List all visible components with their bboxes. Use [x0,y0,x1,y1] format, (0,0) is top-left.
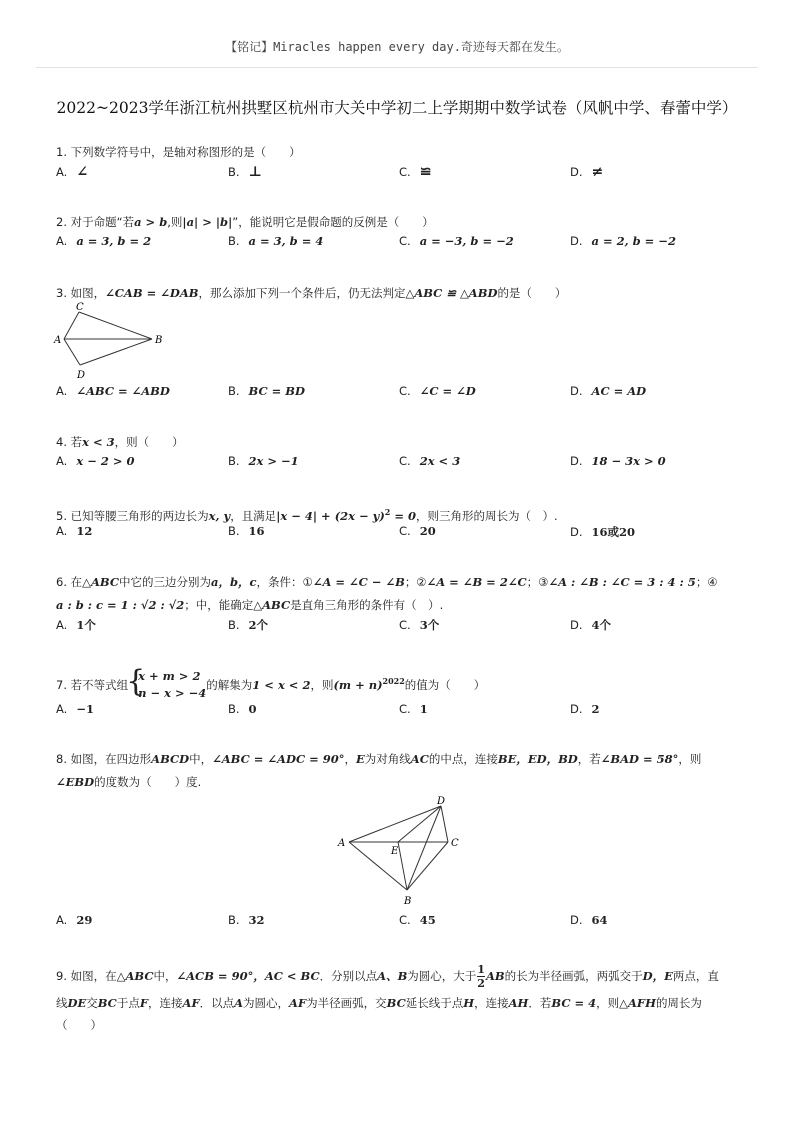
option-b[interactable] [228,164,262,180]
option-c[interactable] [399,702,428,716]
question-4-stem [56,431,746,454]
option-label: C. [399,234,411,248]
option-b[interactable] [228,234,323,248]
stem-text: ，若 [577,752,601,766]
stem-text: 两点，直 [672,969,719,983]
question-3-options [56,384,746,404]
option-label: C. [399,702,411,716]
stem-text: 于点 [116,996,140,1010]
option-label: D. [570,702,583,716]
question-8-stem-line-2 [56,771,746,794]
stem-text: 3. 如图， [56,286,106,300]
label-b: B [404,896,412,907]
option-text: 12 [76,524,93,538]
option-text: x − 2 > 0 [76,454,135,468]
option-label: A. [56,913,68,927]
label-d: D [437,796,446,807]
math-expr: △ABC ≌ △ABD [405,286,498,300]
option-text: 1 [419,702,428,716]
option-text: ∠ [76,164,89,180]
option-text: a = 2, b = −2 [591,234,676,248]
inequality-1: x + m > 2 [138,669,201,684]
segment-dc [441,806,448,842]
question-2-stem [56,211,746,234]
option-text: 2个 [248,618,269,632]
math-expr: ∠CAB = ∠DAB [105,286,199,300]
option-d[interactable] [570,234,676,248]
stem-text: ，且满足 [230,508,277,523]
option-text: AC = AD [591,384,647,398]
option-label: C. [399,165,411,179]
option-text: 32 [248,913,265,927]
math-expr: △ABC [116,969,154,983]
option-b[interactable] [228,454,299,468]
option-d[interactable] [570,164,603,180]
segment-de [398,806,441,842]
stem-text: 交 [86,996,98,1010]
option-label: B. [228,234,240,248]
question-4-options [56,454,746,474]
question-8-stem-line-1 [56,748,746,771]
stem-text: （ ） [56,1018,102,1032]
option-label: D. [570,165,583,179]
stem-text: 的值为（ ） [404,677,486,692]
option-b[interactable] [228,524,265,538]
option-label: C. [399,618,411,632]
math-expr: ∠A : ∠B : ∠C = 3 : 4 : 5 [548,575,696,589]
inequality-2: n − x > −4 [138,686,207,701]
option-text: 3个 [419,618,440,632]
segment-cb [79,312,152,339]
math-expr: A [234,996,244,1010]
option-label: A. [56,384,68,398]
option-d[interactable] [570,913,608,927]
stem-text: ；③ [526,575,549,589]
option-label: B. [228,524,240,538]
stem-text: ．若 [528,996,552,1010]
option-a[interactable] [56,524,92,538]
option-d[interactable] [570,702,600,716]
option-label: B. [228,913,240,927]
stem-text: 的度数为（ ）度. [94,775,202,789]
stem-text: ，则 [678,752,702,766]
option-a[interactable] [56,702,94,716]
stem-text: 4. 若 [56,435,83,449]
stem-text: ，则 [596,996,620,1010]
question-1-stem [56,141,746,164]
stem-text: ， [344,752,356,766]
segment-ac [64,312,79,339]
option-a[interactable] [56,164,88,180]
inequality-system [126,664,207,702]
question-8-options [56,913,746,933]
question-7-stem [56,661,746,705]
math-expr: BC = 4 [551,996,597,1010]
question-1-options [56,164,746,184]
math-expr: ∠BAD = 58° [600,752,679,766]
option-a[interactable] [56,617,96,633]
option-label: C. [399,913,411,927]
math-expr: ∠ACB = 90°，AC < BC [176,969,320,983]
option-text: a = 3, b = 2 [76,234,152,248]
question-9-stem-line-2 [56,992,746,1015]
stem-text: 的解集为 [206,677,253,692]
math-expr: ∠EBD [56,775,95,789]
math-expr: △ABC [82,575,119,589]
stem-text: ”，能说明它是假命题的反例是（ ） [232,215,434,229]
math-expr: DE [67,996,87,1010]
math-expr: H [463,996,475,1010]
option-text: 2x < 3 [419,454,461,468]
stem-text: 1. 下列数学符号中，是轴对称图形的是（ ） [56,145,301,159]
option-text: a = −3, b = −2 [419,234,514,248]
option-c[interactable] [399,164,431,180]
question-5-options [56,524,746,544]
option-text: 16或20 [591,525,636,539]
segment-db [407,806,441,890]
option-d[interactable] [570,384,646,398]
stem-text: ；② [404,575,427,589]
option-a[interactable] [56,234,151,248]
question-3-figure [52,302,168,382]
option-c[interactable] [399,384,476,398]
math-expr: E [356,752,365,766]
math-expr: ∠ABC = ∠ADC = 90° [212,752,345,766]
option-a[interactable] [56,384,170,398]
stem-text: ，则三角形的周长为（ ）. [416,508,558,523]
math-expr: AF [182,996,200,1010]
question-7-options [56,702,746,722]
math-expr: D，E [642,969,673,983]
option-label: D. [570,384,583,398]
option-text: 64 [591,913,608,927]
label-b: B [155,335,163,346]
option-c[interactable] [399,454,460,468]
option-label: B. [228,702,240,716]
math-expr: |x − 4| + (2x − y) [276,508,385,523]
option-c[interactable] [399,234,514,248]
stem-text: ．以点 [199,996,235,1010]
question-8-figure [334,794,464,910]
fraction-one-half [477,963,485,990]
math-expr: 1 < x < 2 [252,677,311,692]
stem-text: 为半径画弧，交 [306,996,387,1010]
label-c: C [451,838,459,849]
stem-text: 的周长为 [655,996,702,1010]
header-divider [36,67,758,68]
option-label: A. [56,454,68,468]
math-expr: a : b : c = 1 : √2 : √2 [56,598,185,612]
exam-title: 2022~2023学年浙江杭州拱墅区杭州市大关中学初二上学期期中数学试卷（风帆中学、春蕾中学） [56,99,738,117]
label-d: D [77,370,86,381]
math-expr: AB [485,969,505,983]
question-9-stem-line-3 [56,1014,746,1037]
stem-text: 8. 如图，在四边形 [56,752,152,766]
option-a[interactable] [56,454,134,468]
stem-text: 为圆心，大于 [407,969,477,983]
option-label: A. [56,234,68,248]
option-label: A. [56,618,68,632]
stem-text: ,则 [167,215,183,229]
segment-ad [349,806,441,842]
math-expr: |a| > |b| [182,215,233,229]
option-c[interactable] [399,617,439,633]
option-text: −1 [76,702,94,716]
option-text: BC = BD [248,384,305,398]
math-expr: BC [97,996,117,1010]
option-c[interactable] [399,524,436,538]
option-text: a = 3, b = 4 [248,234,324,248]
fraction-numerator: 1 [477,963,485,976]
option-text: ≌ [419,164,432,180]
stem-text: ，则 [310,677,334,692]
option-label: B. [228,165,240,179]
option-b[interactable] [228,617,268,633]
segment-cb [407,842,448,890]
option-label: C. [399,384,411,398]
stem-text: ；④ [695,575,718,589]
label-a: A [338,838,346,849]
math-expr: BE，ED，BD [497,752,578,766]
option-label: A. [56,524,68,538]
motto-banner: 【铭记】Miracles happen every day.奇迹每天都在发生。 [225,40,569,54]
math-expr: ∠A = ∠B = 2∠C [426,575,527,589]
stem-text: 延长线于点 [405,996,464,1010]
stem-text: 的是（ ） [497,286,567,300]
option-text: 4个 [591,618,612,632]
math-expr: = 0 [390,508,416,523]
math-expr: x < 3 [82,435,115,449]
option-label: A. [56,165,68,179]
stem-text: ，那么添加下列一个条件后，仍无法判定 [198,286,406,300]
math-expr: a，b，c [211,575,257,589]
option-text: 2 [591,702,600,716]
math-expr: AF [289,996,307,1010]
label-e: E [391,846,399,857]
exponent: 2 [384,507,391,517]
math-expr: a > b [134,215,168,229]
stem-text: 7. 若不等式组 [56,677,129,692]
question-6-stem-line-1 [56,571,746,594]
option-b[interactable] [228,702,257,716]
option-d[interactable] [570,617,611,633]
option-label: D. [570,234,583,248]
option-label: C. [399,454,411,468]
option-text: 18 − 3x > 0 [591,454,666,468]
option-label: D. [570,525,583,539]
option-text: ⊥ [248,164,262,180]
option-d[interactable] [570,524,635,540]
stem-text: 中它的三边分别为 [119,575,211,589]
math-expr: ABCD [151,752,190,766]
option-label: A. [56,702,68,716]
option-text: 2x > −1 [248,454,299,468]
option-text: 20 [419,524,436,538]
option-b[interactable] [228,913,265,927]
stem-text: 为对角线 [364,752,411,766]
stem-text: 是直角三角形的条件有（ ）. [290,598,444,612]
stem-text: 为圆心， [243,996,290,1010]
math-expr: AH [508,996,529,1010]
option-label: B. [228,384,240,398]
stem-text: 线 [56,996,68,1010]
option-text: ∠ABC = ∠ABD [76,384,170,398]
exponent: 2022 [382,676,405,686]
stem-text: 的中点，连接 [428,752,498,766]
brace-glyph: { [126,664,146,700]
option-d[interactable] [570,454,666,468]
stem-text: 中， [189,752,213,766]
option-c[interactable] [399,913,436,927]
question-6-stem-line-2 [56,594,746,617]
option-text: ∠C = ∠D [419,384,476,398]
option-label: B. [228,618,240,632]
segment-db [80,339,152,365]
segment-eb [398,842,407,890]
stem-text: ，则（ ） [114,435,184,449]
stem-text: 2. 对于命题“若 [56,215,135,229]
option-text: 16 [248,524,265,538]
question-9-stem-line-1 [56,963,746,990]
fraction-denominator: 2 [477,977,485,990]
option-text: ≠ [591,164,604,180]
stem-text: 9. 如图，在 [56,969,117,983]
stem-text: 中， [153,969,177,983]
label-c: C [76,302,84,313]
stem-text: 5. 已知等腰三角形的两边长为 [56,508,209,523]
math-expr: △ABC [253,598,291,612]
option-text: 45 [419,913,436,927]
math-expr: x, y [208,508,231,523]
math-expr: AC [410,752,429,766]
math-expr: A、B [377,969,408,983]
option-text: 0 [248,702,257,716]
option-label: D. [570,454,583,468]
stem-text: ，连接 [148,996,183,1010]
stem-text: ．分别以点 [319,969,378,983]
stem-text: ，条件：① [256,575,313,589]
option-text: 29 [76,913,93,927]
label-a: A [54,335,62,346]
math-expr: (m + n) [333,677,383,692]
stem-text: 的长为半径画弧，两弧交于 [504,969,643,983]
stem-text: ，连接 [474,996,509,1010]
question-6-options [56,617,746,637]
math-expr: BC [386,996,406,1010]
option-label: D. [570,913,583,927]
math-expr: ∠A = ∠C − ∠B [312,575,405,589]
option-label: C. [399,524,411,538]
question-2-options [56,234,746,254]
option-label: D. [570,618,583,632]
option-a[interactable] [56,913,92,927]
math-expr: △AFH [619,996,656,1010]
option-b[interactable] [228,384,305,398]
segment-ad [64,339,80,365]
option-text: 1个 [76,618,96,632]
option-label: B. [228,454,240,468]
stem-text: ；中，能确定 [184,598,254,612]
stem-text: 6. 在 [56,575,83,589]
math-expr: F [139,996,149,1010]
